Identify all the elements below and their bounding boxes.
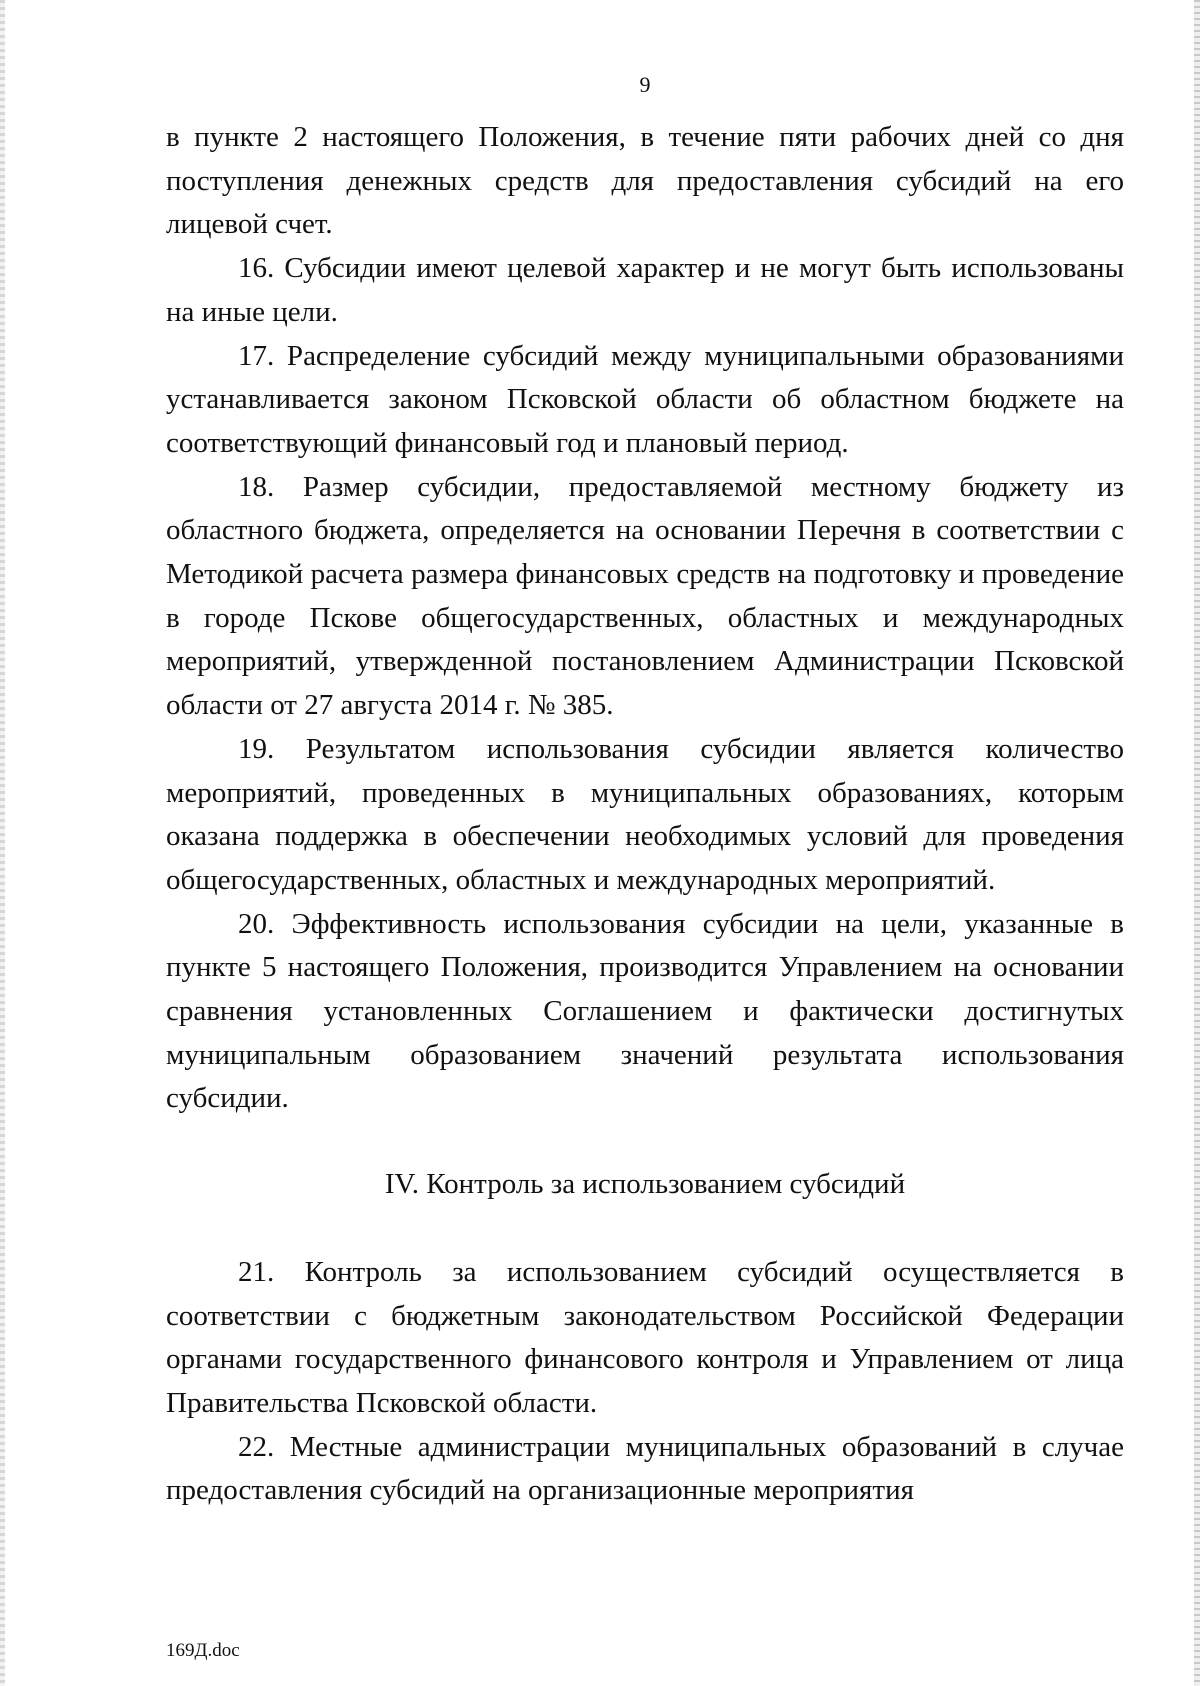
paragraph-20: 20. Эффективность использования субсидии на цели, указанные в пункте 5 настоящего Положения, производится Управлением на основании сравнения установленных Соглашением и фактически достигнутых муниципальным образованием значений результата использования субсидии. — [166, 907, 1124, 1115]
paragraph-21: 21. Контроль за использованием субсидий осуществляется в соответствии с бюджетным законодательством Российской Федерации органами государственного финансового контроля и Управлением от лица Правительства Псковской области. — [166, 1255, 1124, 1419]
footer-filename: 169Д.doc — [166, 1640, 240, 1661]
paragraph-16: 16. Субсидии имеют целевой характер и не могут быть использованы на иные цели. — [166, 252, 1124, 328]
scan-edge-left — [0, 0, 5, 1686]
paragraph-19: 19. Результатом использования субсидии является количество мероприятий, проведенных в муниципальных образованиях, которым оказана поддержка в обеспечении необходимых условий для проведения общегосударственных, областных и международных мероприятий. — [166, 732, 1124, 896]
page-number: 9 — [639, 72, 651, 97]
paragraph-17: 17. Распределение субсидий между муниципальными образованиями устанавливается законом Псковской области об областном бюджете на соответствующий финансовый год и плановый период. — [166, 339, 1124, 459]
paragraph-22: 22. Местные администрации муниципальных образований в случае предоставления субсидий на организационные мероприятия — [166, 1430, 1124, 1507]
paragraph-18: 18. Размер субсидии, предоставляемой местному бюджету из областного бюджета, определяется на основании Перечня в соответствии с Методикой расчета размера финансовых средств на подготовку и проведение в городе Пскове общегосударственных, областных и международных мероприятий, утвержденной постановлением Администрации Псковской области от 27 августа 2014 г. № 385. — [166, 470, 1124, 722]
document-body — [166, 116, 1124, 1513]
section-heading: IV. Контроль за использованием субсидий — [384, 1168, 906, 1201]
scan-edge-right — [1194, 0, 1200, 1686]
paragraph-continuation: в пункте 2 настоящего Положения, в течение пяти рабочих дней со дня поступления денежных средств для предоставления субсидий на его лицевой счет. — [166, 121, 1124, 241]
